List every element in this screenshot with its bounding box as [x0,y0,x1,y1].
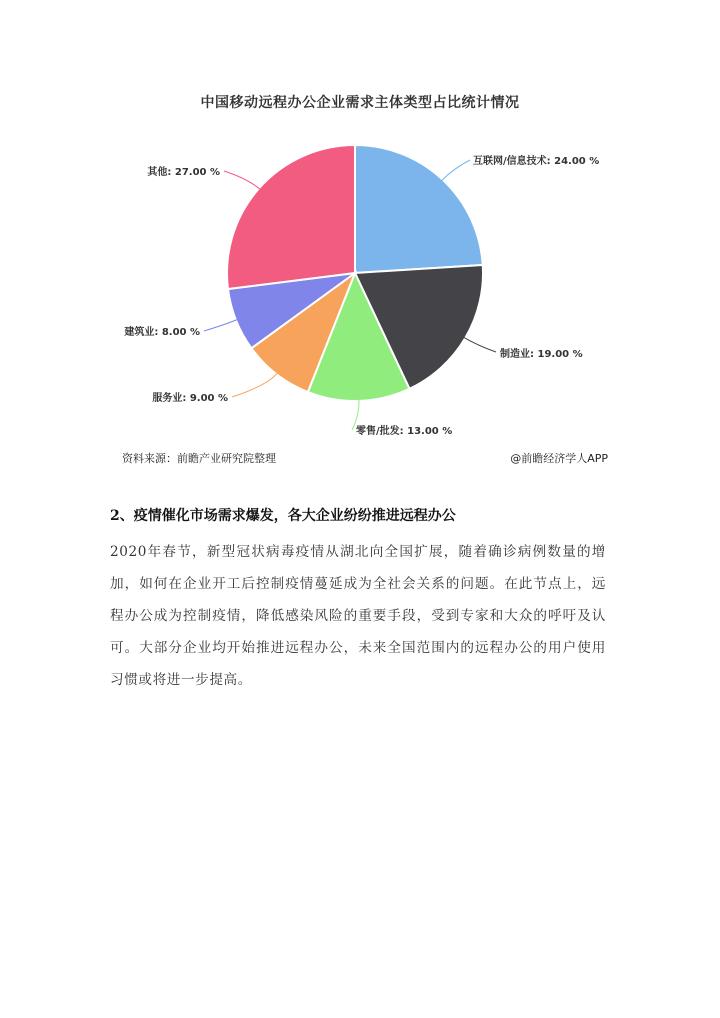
slice-leader-line [232,373,278,397]
pie-chart [108,82,612,474]
chart-source: 资料来源：前瞻产业研究院整理 [122,452,276,465]
chart-brand: @前瞻经济学人APP [510,452,608,465]
body-paragraph: 2020年春节，新型冠状病毒疫情从湖北向全国扩展，随着确诊病例数量的增加，如何在企业开工后控制疫情蔓延成为全社会关系的问题。在此节点上，远程办公成为控制疫情，降低感染风险的重要手段，受到专家和大众的呼吁及认可。大部分企业均开始推进远程办公，未来全国范围内的远程办公的用户使用习惯或将进一步提高。 [110,544,606,688]
pie-slice [227,145,355,289]
slice-label: 建筑业: 8.00 % [124,327,200,338]
slice-leader-line [224,171,260,190]
slice-label: 其他: 27.00 % [147,167,220,178]
slice-leader-line [441,160,470,181]
slice-label: 零售/批发: 13.00 % [356,426,453,437]
slice-label: 服务业: 9.00 % [152,393,228,404]
chart-title: 中国移动远程办公企业需求主体类型占比统计情况 [200,95,520,111]
slice-leader-line [463,337,496,352]
section-heading: 2、疫情催化市场需求爆发，各大企业纷纷推进远程办公 [110,508,456,524]
slice-label: 制造业: 19.00 % [500,349,583,360]
slice-label: 互联网/信息技术: 24.00 % [473,156,600,167]
pie-chart-figure [108,82,612,474]
slice-leader-line [204,319,238,331]
